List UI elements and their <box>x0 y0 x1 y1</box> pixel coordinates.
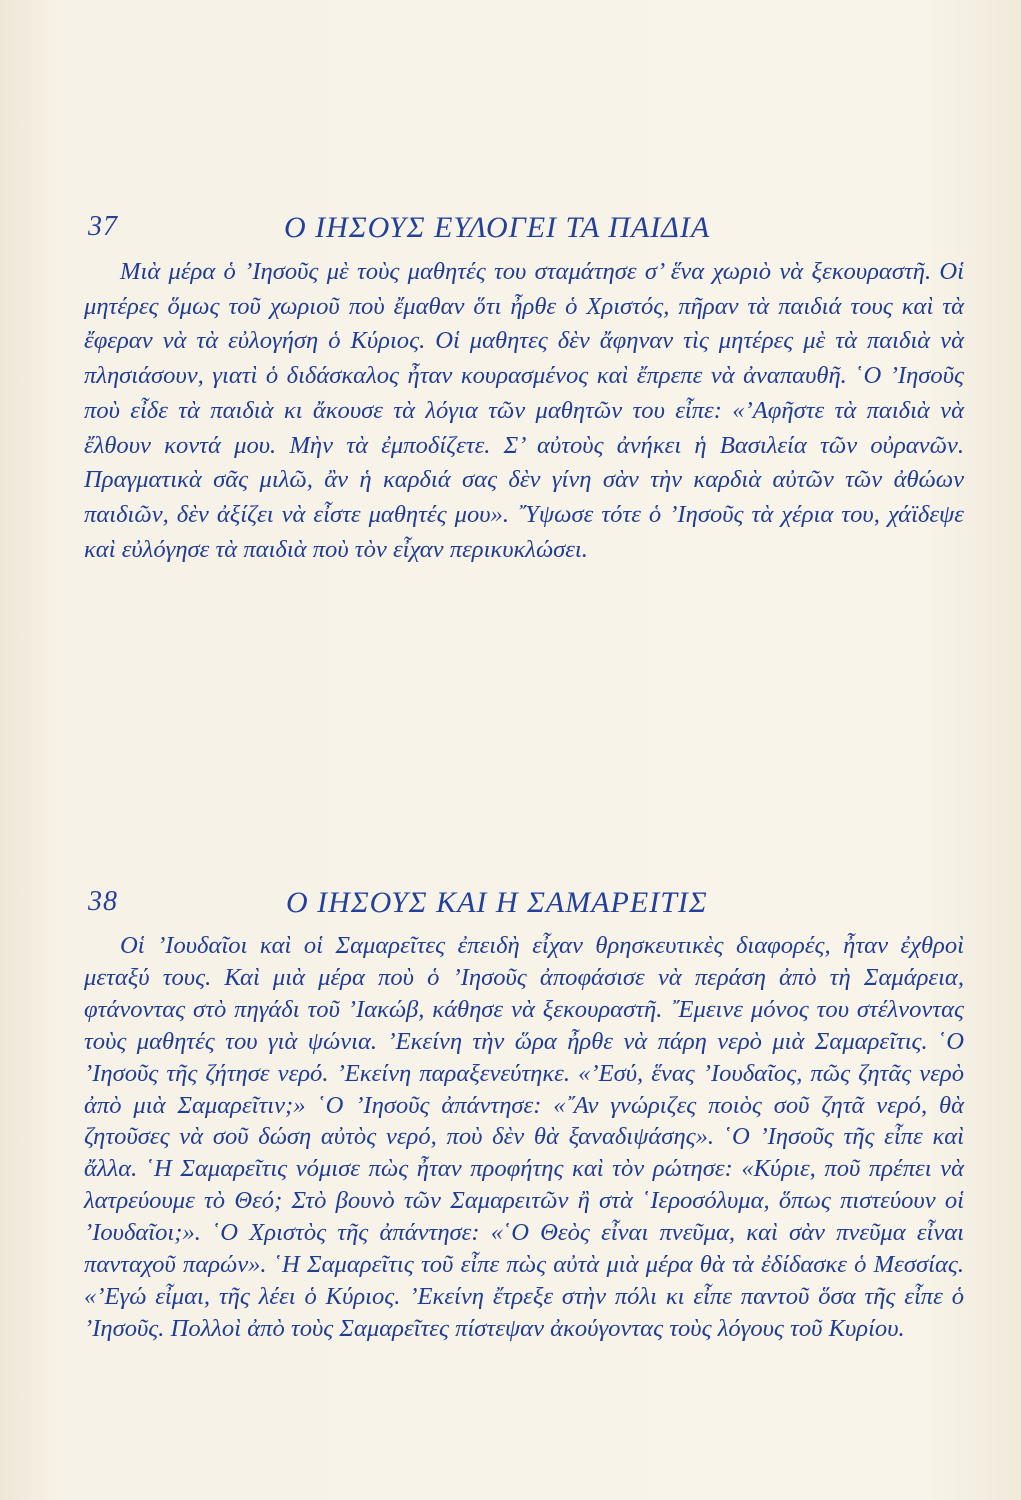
section-title: Ο ΙΗΣΟΥΣ ΕΥΛΟΓΕΙ ΤΑ ΠΑΙΔΙΑ <box>284 211 711 244</box>
section-heading <box>84 205 964 253</box>
section-heading <box>84 880 964 928</box>
section-number: 37 <box>88 211 118 242</box>
section-title: Ο ΙΗΣΟΥΣ ΚΑΙ Η ΣΑΜΑΡΕΙΤΙΣ <box>286 886 708 919</box>
section-37 <box>84 205 964 567</box>
section-number: 38 <box>88 886 118 917</box>
section-body: Οἱ ’Ιουδαῖοι καὶ οἱ Σαμαρεῖτες ἐπειδὴ εἶχαν θρησκευτικὲς διαφορές, ἦταν ἐχθροὶ μεταξύ τους. Καὶ μιὰ μέρα ποὺ ὁ ’Ιησοῦς ἀποφάσισε νὰ περάση ἀπὸ τὴ Σαμάρεια, φτάνοντας στὸ πηγάδι τοῦ ’Ιακώβ, κάθησε νὰ ξεκουραστῆ. ῎Εμεινε μόνος του στέλνοντας τοὺς μαθητές του γιὰ ψώνια. ’Εκείνη τὴν ὥρα ἦρθε νὰ πάρη νερὸ μιὰ Σαμαρεῖτις. ῾Ο ’Ιησοῦς τῆς ζήτησε νερό. ’Εκείνη παραξενεύτηκε. «’Εσύ, ἕνας ’Ιουδαῖος, πῶς ζητᾶς νερὸ ἀπὸ μιὰ Σαμαρεῖτιν;» ῾Ο ’Ιησοῦς ἀπάντησε: «῎Αν γνώριζες ποιὸς σοῦ ζητᾶ νερό, θὰ ζητοῦσες νὰ σοῦ δώση αὐτὸς νερό, ποὺ δὲν θὰ ξαναδιψάσης». ῾Ο ’Ιησοῦς τῆς εἶπε καὶ ἄλλα. ῾Η Σαμαρεῖτις νόμισε πὼς ἦταν προφήτης καὶ τὸν ρώτησε: «Κύριε, ποῦ πρέπει νὰ λατρεύουμε τὸ Θεό; Στὸ βουνὸ τῶν Σαμαρειτῶν ἢ στὰ ῾Ιεροσόλυμα, ὅπως πιστεύουν οἱ ’Ιουδαῖοι;». ῾Ο Χριστὸς τῆς ἀπάντησε: «῾Ο Θεὸς εἶναι πνεῦμα, καὶ σὰν πνεῦμα εἶναι πανταχοῦ παρών». ῾Η Σαμαρεῖτις τοῦ εἶπε πὼς αὐτὰ μιὰ μέρα θὰ τὰ ἐδίδασκε ὁ Μεσσίας. «’Εγώ εἶμαι, τῆς λέει ὁ Κύριος. ’Εκείνη ἔτρεξε στὴν πόλι κι εἶπε παντοῦ ὅσα τῆς εἶπε ὁ ’Ιησοῦς. Πολλοὶ ἀπὸ τοὺς Σαμαρεῖτες πίστεψαν ἀκούγοντας τοὺς λόγους τοῦ Κυρίου. <box>84 932 964 1342</box>
section-38 <box>84 880 964 1345</box>
section-body: Μιὰ μέρα ὁ ’Ιησοῦς μὲ τοὺς μαθητές του σταμάτησε σ’ ἕνα χωριὸ νὰ ξεκουραστῆ. Οἱ μητέρες ὅμως τοῦ χωριοῦ ποὺ ἔμαθαν ὅτι ἦρθε ὁ Χριστός, πῆραν τὰ παιδιά τους καὶ τὰ ἔφεραν νὰ τὰ εὐλογήση ὁ Κύριος. Οἱ μαθητες δὲν ἄφηναν τὶς μητέρες μὲ τὰ παιδιὰ νὰ πλησιάσουν, γιατὶ ὁ διδάσκαλος ἦταν κουρασμένος καὶ ἔπρεπε νὰ ἀναπαυθῆ. ῾Ο ’Ιησοῦς ποὺ εἶδε τὰ παιδιὰ κι ἄκουσε τὰ λόγια τῶν μαθητῶν του εἶπε: «’Αφῆστε τὰ παιδιὰ νὰ ἔλθουν κοντά μου. Μὴν τὰ ἐμποδίζετε. Σ’ αὐτοὺς ἀνήκει ἡ Βασιλεία τῶν οὐρανῶν. Πραγματικὰ σᾶς μιλῶ, ἂν ἡ καρδιά σας δὲν γίνη σὰν τὴν καρδιὰ αὐτῶν τῶν ἀθώων παιδιῶν, δὲν ἀξίζει νὰ εἶστε μαθητές μου». ῎Υψωσε τότε ὁ ’Ιησοῦς τὰ χέρια του, χάϊδεψε καὶ εὐλόγησε τὰ παιδιὰ ποὺ τὸν εἶχαν περικυκλώσει. <box>84 258 964 563</box>
